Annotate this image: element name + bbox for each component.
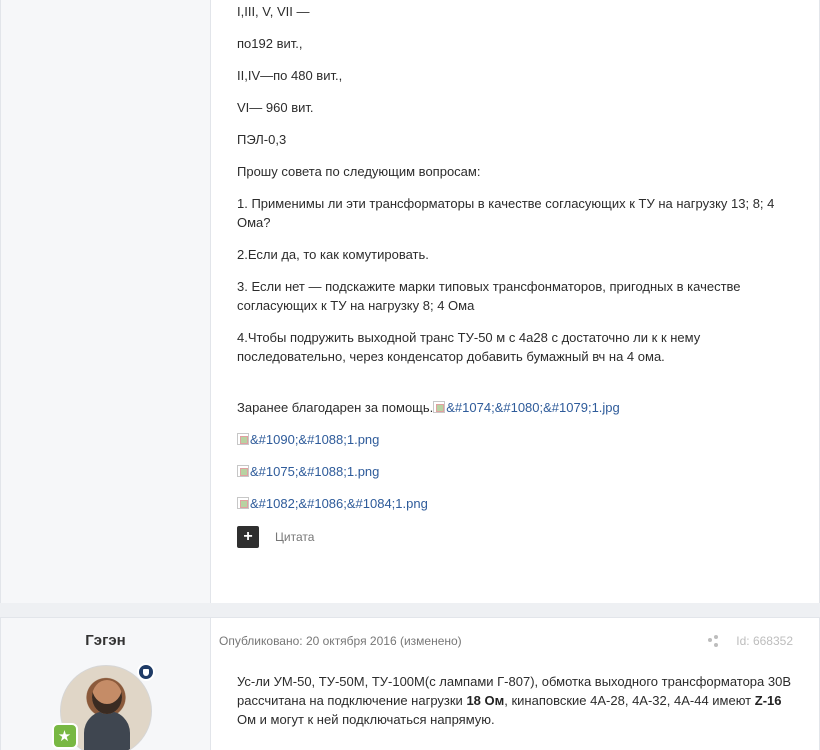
attachment-filename: &#1090;&#1088;1.png <box>250 432 380 447</box>
post-meta <box>219 618 793 662</box>
attachment-image-link[interactable] <box>237 432 379 447</box>
attachment-row <box>237 494 793 513</box>
winding-line-4: VI— 960 вит. <box>237 100 314 115</box>
winding-line-3: II,IV—по 480 вит., <box>237 68 343 83</box>
share-icon[interactable] <box>708 636 718 646</box>
post-2 <box>0 617 820 750</box>
avatar-wrap <box>57 665 152 750</box>
post-2-content <box>211 618 819 729</box>
question-3: 3. Если нет — подскажите марки типовых трансфонматоров, пригодных в качестве согласующих к ТУ на нагрузку 8; 4 Ома <box>237 279 741 313</box>
winding-line-1: I,III, V, VII — <box>237 4 310 19</box>
question-1: 1. Применимы ли эти трансформаторы в качестве согласующих к ТУ на нагрузку 13; 8; 4 Ома? <box>237 196 775 230</box>
post-1-left-column <box>1 0 211 603</box>
question-2: 2.Если да, то как комутировать. <box>237 247 429 262</box>
meta-actions <box>708 632 793 651</box>
post-2-text-part-e: Ом и могут к ней подключаться напрямую. <box>237 712 495 727</box>
broken-image-icon <box>237 433 249 445</box>
shield-icon <box>137 663 155 681</box>
spacer <box>237 379 793 398</box>
post-actions <box>237 526 793 548</box>
post-id: Id: 668352 <box>736 633 793 648</box>
attachment-filename: &#1082;&#1086;&#1084;1.png <box>250 496 428 511</box>
attachment-row <box>237 430 793 449</box>
question-4: 4.Чтобы подружить выходной транс ТУ-50 м с 4а28 с достаточно ли к к нему последовательно, через конденсатор добавить бумажный вч на 4 ома. <box>237 330 701 364</box>
post-2-text <box>237 672 793 729</box>
post-separator <box>0 603 820 617</box>
attachment-image-link[interactable] <box>237 464 379 479</box>
post-2-text-bold-1: 18 Ом <box>466 693 505 708</box>
post-2-text-bold-2: Z-16 <box>754 693 782 708</box>
thanks-text: Заранее благодарен за помощь. <box>237 400 434 415</box>
post-2-text-part-c: , кинаповские 4А-28, 4А-32, 4А-44 имеют <box>504 693 755 708</box>
wire-type: ПЭЛ-0,3 <box>237 132 287 147</box>
attachment-image-link[interactable] <box>237 496 428 511</box>
broken-image-icon <box>237 465 249 477</box>
winding-line-2: по192 вит., <box>237 36 303 51</box>
quote-button-label[interactable]: Цитата <box>275 529 315 544</box>
post-1-content <box>211 0 819 548</box>
broken-image-icon <box>433 401 445 413</box>
post-2-text-part-a: Ус-ли УМ-50, ТУ-50М, ТУ-100М(с лампами Г-807), обмотка выходного трансформатора 30В рассчитана на подключение нагрузки <box>237 674 792 708</box>
thanks-line <box>237 398 793 417</box>
attachment-filename: &#1075;&#1088;1.png <box>250 464 380 479</box>
published-date: Опубликовано: 20 октября 2016 (изменено) <box>219 633 462 648</box>
plus-icon[interactable]: + <box>237 526 259 548</box>
broken-image-icon <box>237 497 249 509</box>
author-name[interactable]: Гэгэн <box>85 632 126 649</box>
post-2-left-column <box>1 618 211 750</box>
star-icon: ★ <box>52 723 78 749</box>
attachment-row <box>237 462 793 481</box>
attachment-filename: &#1074;&#1080;&#1079;1.jpg <box>446 400 620 415</box>
request-line: Прошу совета по следующим вопросам: <box>237 164 481 179</box>
attachment-image-link[interactable] <box>433 400 620 415</box>
